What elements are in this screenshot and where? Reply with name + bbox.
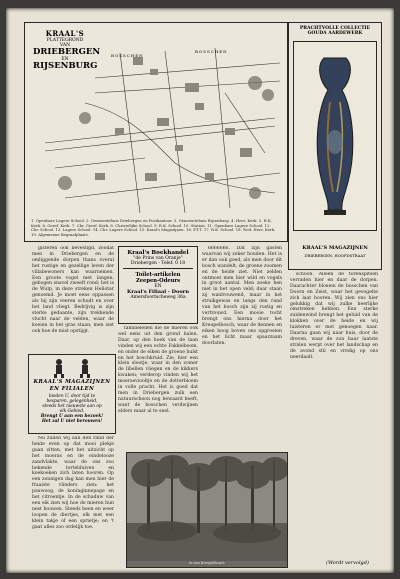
column3-paragraph: 6666666. Dat zijn gasten waarvan wij zeker houden. Het is er dan ook goed, als men door dit bosch wandelt, de groene zoomen en de heide ziet. Niet zelden ontmoet men hier wild en vogels in groot aantal. Men zoeke hen niet in het open veld; daar staan zij wantrouwend, maar in het struikgewas en langs den rand van het bosch zijn zij rustig en vertrouwd. Een mooie tocht brengt ons hierna door het Kreupelbosch, waar de dennen en eiken hoog boven ons opgroeien en het licht maar spaarzaam doorlaten. <box>202 246 282 346</box>
magazines-ad-line6: Het zal U niet berouwen! <box>41 419 103 424</box>
map-header-line3: VAN <box>59 43 71 48</box>
bookshop-ad-line1: "de Prins van Oranje" <box>133 256 183 261</box>
column1-text-bottom <box>32 436 114 568</box>
street-map-drawing <box>25 23 287 215</box>
magazines-advertisement <box>28 354 116 434</box>
bookshop-ad-line5: EN <box>154 284 162 289</box>
vase-ad-footer-line1: KRAAL'S MAGAZIJNEN <box>302 245 368 251</box>
column1-paragraph-bottom: Nu zullen wij aan den rand der heide even op dat mooi plekje gaan zitten, met het uitzicht op het moeras en de eindelooze zandvlakte, waar de ons zoo bekende tortelduiven en koekoeken zich laten hooren. Op een zonnigen dag kan men hier de fraaiste vlinders zien: het pauwoog, de koninginnepage en het citroentje. In de schaduw van een eik zien wij hoe de mieren hun nest bouwen. Steeds heen en weer loopen de diertjes, elk met een klein takje of een sprietje; en 't gaat alles zoo ordelijk toe. <box>32 436 114 530</box>
column4-text <box>290 272 378 554</box>
bookshop-ad-line4: Zeepen-Odeurs <box>135 278 181 284</box>
map-frame <box>24 22 288 242</box>
magazines-ad-line2: besparen, gelegenheid, <box>46 399 98 404</box>
vase-advertisement <box>288 22 382 270</box>
map-header-line6: RIJSENBURG <box>33 61 98 71</box>
bookshop-ad-line7: Amersfoortscheweg 36a <box>130 295 186 300</box>
vase-image-panel <box>293 41 377 231</box>
bookshop-advertisement <box>118 246 198 324</box>
map-legend: 1. Openbare Lagere School. 2. Gemeentehuis Driebergen en Postkantoor. 3. Gemeentehuis Rijsenburg. 4. Herv. Kerk. 5. R.K. Kerk. 6. Geref. Kerk. 7. Chr. Geref. Kerk. 8. Christelijke School. 9. R.K. School. 10. Station. 11. Openbare Lagere School. 12. Chr. School. 13. Lagere School. 14. Chr. Lagere School. 15. Kraal's Magazijnen. 16. P.T.T. 17. R.K. School. 18. Ned. Herv. Kerk. 19. Algemeene Begraafplaats. <box>31 218 276 237</box>
vase-ad-footer-line2: DRIEBERGEN, HOOFDSTRAAT <box>304 253 366 258</box>
bookshop-ad-line2: Driebergen - Telef. 0 18 <box>123 261 193 269</box>
map-label-bosschen-left: BOSSCHEN <box>111 53 144 58</box>
column4-paragraph: schoon. Alleen de torenspitsen verraden hier en daar de dorpen. Daarachter bloeien de bosschen van Doorn en Zeist, waar het gevogelte zich laat hooren. Wij zien ons hier gelukkig dat wij zulke heerlijke omstreken hebben. Een sterke zuidenwind brengt het geluid van de klokken over de heide en wij luisteren er met genoegen naar. Daarna gaan wij naar huis, door de dreven, waar de zon haar laatste stralen werpt over het landschap en de avond stil en vredig op ons neerdaalt. <box>290 272 378 360</box>
map-label-bosschen-right: BOSSCHEN <box>195 49 228 54</box>
photo-caption: In een Kreupelbosch <box>189 561 225 565</box>
bookshop-ad-line3: Toilet-artikelen <box>135 272 181 278</box>
column2-paragraph: familieleden die de mieren ook wel eens uit den grond halen. Daar, op den hoek van de laan vinden wij een echte Fakkelboom, en onder de eiken de groene hulst en het boschkruid. Zie, hier een klein slootje, waar in den zomer de libellen vliegen en de kikkers kwaken; verderop vinden wij het moerasviooltje en de dotterbloem in volle pracht. Het is goed dat men in Driebergen zulk een natuurschoon nog bewaard heeft, want de bosschen verdwijnen elders maar al te snel. <box>118 326 198 414</box>
bookshop-ad-title: Kraal's Boekhandel <box>127 250 189 256</box>
column3-text <box>202 246 282 446</box>
map-header-line4: DRIEBERGEN <box>33 47 101 57</box>
gouda-vase-image <box>294 42 376 230</box>
magazines-ad-title1: KRAAL'S MAGAZIJNEN <box>33 379 111 385</box>
continued-notice: (Wordt vervolgd) <box>326 560 369 566</box>
forest-photo-frame <box>126 452 288 568</box>
forest-photo <box>127 453 287 561</box>
magazines-ad-line5: Brengt U aan een bezoek! <box>40 414 104 419</box>
map-header-line2: PLATTEGROND <box>46 38 84 43</box>
figures-illustration <box>29 357 115 379</box>
magazines-ad-title2: EN FILIALEN <box>49 386 95 392</box>
bookshop-ad-line6: Kraal's Filiaal - Doorn <box>127 289 189 295</box>
magazines-ad-line1: bieden U, door tijd te <box>48 394 96 399</box>
map-header-line1: KRAAL'S <box>45 29 85 38</box>
vase-ad-header-line2: GOUDA AARDEWERK <box>307 31 363 36</box>
magazines-ad-line4: elk Gebied. <box>59 409 85 414</box>
magazines-ad-line3: steeds het nieuwste aan op <box>42 404 102 409</box>
column1-text-top <box>32 246 114 354</box>
map-header-line5: EN <box>61 57 69 62</box>
newspaper-page <box>6 8 394 573</box>
column2-text <box>118 326 198 446</box>
magazines-ad-body <box>31 394 113 424</box>
vase-ad-header-line1: PRACHTVOLLE COLLECTIE <box>299 26 371 31</box>
column1-paragraph-top: gisteren ook bevestigd, zoodat men in Driebergen en de omliggende dorpen thans overal het rustige en gezellige leven der villabewoners kan waarnemen. Een groote vogel met langen, gebogen snavel zweeft rond; het is de Wulp, in deze streken Heliotar genoemd. Je moet eens oppassen als hij zijn veeren schudt en over het land vliegt. Bedrijvig is zijn sterke gedaante, zijn trekkende vlucht naar de velden, waar de koeien in het gras staan; men ziet ook hoe de mist opstijgt. <box>32 246 114 334</box>
